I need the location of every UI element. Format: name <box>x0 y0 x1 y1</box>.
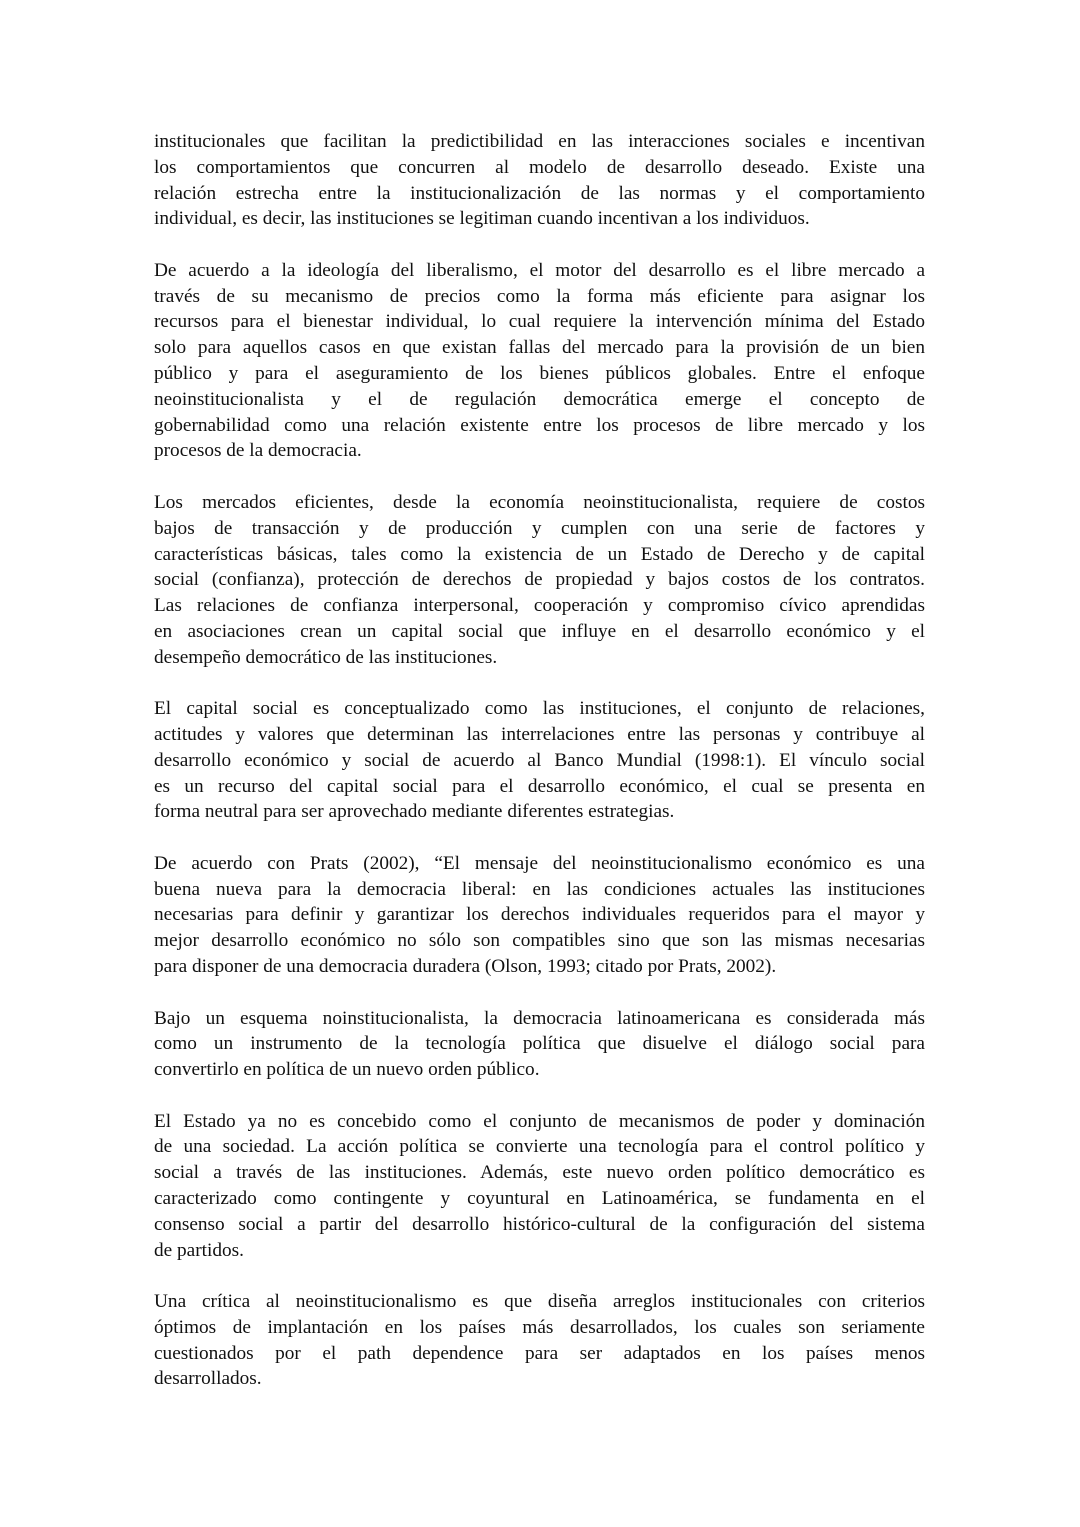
text-line: para disponer de una democracia duradera (Olson, 1993; citado por Prats, 2002). <box>154 956 777 978</box>
text-line: como un instrumento de la tecnología política que disuelve el diálogo social para <box>154 1033 925 1055</box>
text-line: buena nueva para la democracia liberal: en las condiciones actuales las instituciones <box>154 878 925 900</box>
text-line: De acuerdo con Prats (2002), “El mensaje del neoinstitucionalismo económico es una <box>154 852 925 874</box>
text-line: relación estrecha entre la institucionalización de las normas y el comportamiento <box>154 182 925 204</box>
paragraph <box>154 490 925 671</box>
text-line: de partidos. <box>154 1239 244 1261</box>
text-line: recursos para el bienestar individual, lo cual requiere la intervención mínima del Estado <box>154 311 925 333</box>
text-line: solo para aquellos casos en que existan fallas del mercado para la provisión de un bien <box>154 337 925 359</box>
text-line: Las relaciones de confianza interpersonal, cooperación y compromiso cívico aprendidas <box>154 595 925 617</box>
text-line: forma neutral para ser aprovechado mediante diferentes estrategias. <box>154 801 675 823</box>
text-line: actitudes y valores que determinan las interrelaciones entre las personas y contribuye al <box>154 724 925 745</box>
text-line: individual, es decir, las instituciones se legitiman cuando incentivan a los individuos. <box>154 208 810 230</box>
text-line: institucionales que facilitan la predictibilidad en las interacciones sociales e incentivan <box>154 131 925 152</box>
document-page <box>154 129 925 1418</box>
text-line: bajos de transacción y de producción y cumplen con una serie de factores y <box>154 517 925 539</box>
text-line: desarrollados. <box>154 1368 262 1390</box>
text-line: Una crítica al neoinstitucionalismo es que diseña arreglos institucionales con criterios <box>154 1291 925 1313</box>
text-line: óptimos de implantación en los países más desarrollados, los cuales son seriamente <box>154 1316 925 1338</box>
text-line: neoinstitucionalista y el de regulación democrática emerge el concepto de <box>154 388 925 410</box>
paragraph <box>154 1289 925 1392</box>
text-line: desempeño democrático de las instituciones. <box>154 646 498 668</box>
text-line: social a través de las instituciones. Además, este nuevo orden político democrático es <box>154 1162 925 1184</box>
text-line: cuestionados por el path dependence para ser adaptados en los países menos <box>154 1342 925 1364</box>
text-line: El capital social es conceptualizado como las instituciones, el conjunto de relaciones, <box>154 698 925 720</box>
text-line: público y para el aseguramiento de los bienes públicos globales. Entre el enfoque <box>154 363 925 385</box>
text-line: desarrollo económico y social de acuerdo al Banco Mundial (1998:1). El vínculo social <box>154 749 925 771</box>
text-line: consenso social a partir del desarrollo histórico-cultural de la configuración del sistema <box>154 1213 925 1235</box>
text-line: Los mercados eficientes, desde la economía neoinstitucionalista, requiere de costos <box>154 491 925 513</box>
text-line: necesarias para definir y garantizar los derechos individuales requeridos para el mayor y <box>154 904 925 926</box>
text-line: De acuerdo a la ideología del liberalismo, el motor del desarrollo es el libre mercado a <box>154 259 925 281</box>
paragraph <box>154 696 925 825</box>
paragraph <box>154 1109 925 1264</box>
paragraph <box>154 129 925 232</box>
text-line: caracterizado como contingente y coyuntural en Latinoamérica, se fundamenta en el <box>154 1188 925 1210</box>
text-line: de una sociedad. La acción política se convierte una tecnología para el control político y <box>154 1136 925 1158</box>
text-line: es un recurso del capital social para el desarrollo económico, el cual se presenta en <box>154 775 925 797</box>
text-line: características básicas, tales como la existencia de un Estado de Derecho y de capital <box>154 543 925 565</box>
text-line: social (confianza), protección de derechos de propiedad y bajos costos de los contratos. <box>154 569 925 591</box>
text-line: El Estado ya no es concebido como el conjunto de mecanismos de poder y dominación <box>154 1110 925 1132</box>
text-line: convertirlo en política de un nuevo orden público. <box>154 1059 540 1081</box>
text-line: través de su mecanismo de precios como la forma más eficiente para asignar los <box>154 285 925 307</box>
text-line: procesos de la democracia. <box>154 440 362 462</box>
text-line: Bajo un esquema noinstitucionalista, la democracia latinoamericana es considerada más <box>154 1007 925 1029</box>
paragraph <box>154 851 925 980</box>
text-line: en asociaciones crean un capital social que influye en el desarrollo económico y el <box>154 620 925 642</box>
text-line: mejor desarrollo económico no sólo son compatibles sino que son las mismas necesarias <box>154 930 925 952</box>
paragraph <box>154 1006 925 1083</box>
text-line: gobernabilidad como una relación existente entre los procesos de libre mercado y los <box>154 414 925 436</box>
text-line: los comportamientos que concurren al modelo de desarrollo deseado. Existe una <box>154 156 925 178</box>
paragraph <box>154 258 925 464</box>
